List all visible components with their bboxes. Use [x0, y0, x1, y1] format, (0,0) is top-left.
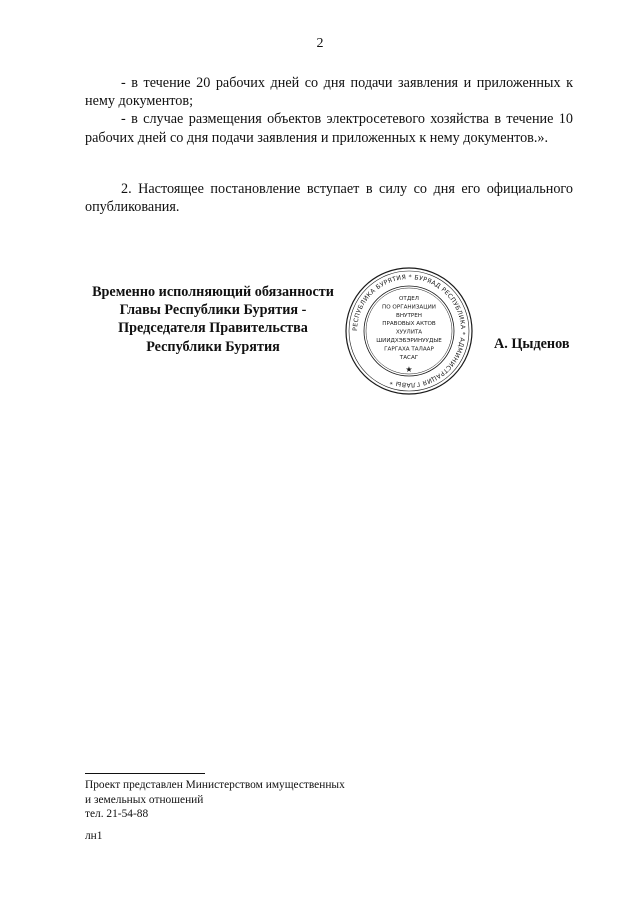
- paragraph-item: - в течение 20 рабочих дней со дня подачи заявления и приложенных к нему документов;: [85, 75, 573, 110]
- seal-ring-textpath: РЕСПУБЛИКА БУРЯТИЯ * БУРЯАД РЕСПУБЛИКА * АДМИНИСТРАЦИЯ ГЛАВЫ *: [351, 273, 467, 389]
- seal-inner-line: ХУУЛИТА: [395, 329, 423, 336]
- signatory-title-line: Временно исполняющий обязанности: [92, 284, 334, 300]
- footnote-line: тел. 21-54-88: [85, 808, 149, 820]
- seal-inner-line: ПО ОРГАНИЗАЦИИ: [382, 304, 436, 311]
- signatory-title-line: Председателя Правительства: [118, 320, 308, 337]
- signatory-title-line: Республики Бурятия: [146, 338, 280, 355]
- body-text-block: [85, 74, 573, 147]
- seal-inner-text: [376, 296, 442, 374]
- footnote-line: и земельных отношений: [85, 793, 204, 806]
- body-text-block: [85, 180, 573, 216]
- signatory-title-line: Главы Республики Бурятия -: [119, 302, 307, 319]
- seal-star-icon: ★: [405, 365, 413, 374]
- footnote: [85, 778, 345, 822]
- official-seal: [344, 266, 474, 396]
- footnote-divider: [85, 773, 205, 774]
- document-code: лн1: [85, 830, 103, 842]
- seal-inner-line: ПРАВОВЫХ АКТОВ: [382, 321, 436, 328]
- paragraph-item: 2. Настоящее постановление вступает в силу со дня его официального опубликования.: [85, 181, 573, 216]
- seal-inner-line: ШИИДХЭБЭРИНУУДЫЕ: [376, 338, 442, 344]
- seal-inner-line: ТАСАГ: [399, 354, 419, 361]
- footnote-line: Проект представлен Министерством имущественных: [85, 779, 345, 791]
- seal-inner-line: ОТДЕЛ: [399, 296, 419, 302]
- signatory-title: [84, 283, 342, 356]
- seal-inner-line: ВНУТРЕН: [396, 312, 422, 319]
- signatory-name: А. Цыденов: [494, 336, 570, 352]
- seal-inner-line: ГАРГАХА ТАЛААР: [384, 346, 434, 353]
- page-number: 2: [316, 36, 324, 51]
- paragraph-item: - в случае размещения объектов электросетевого хозяйства в течение 10 рабочих дней со дня подачи заявления и приложенных к нему документов.».: [85, 111, 573, 146]
